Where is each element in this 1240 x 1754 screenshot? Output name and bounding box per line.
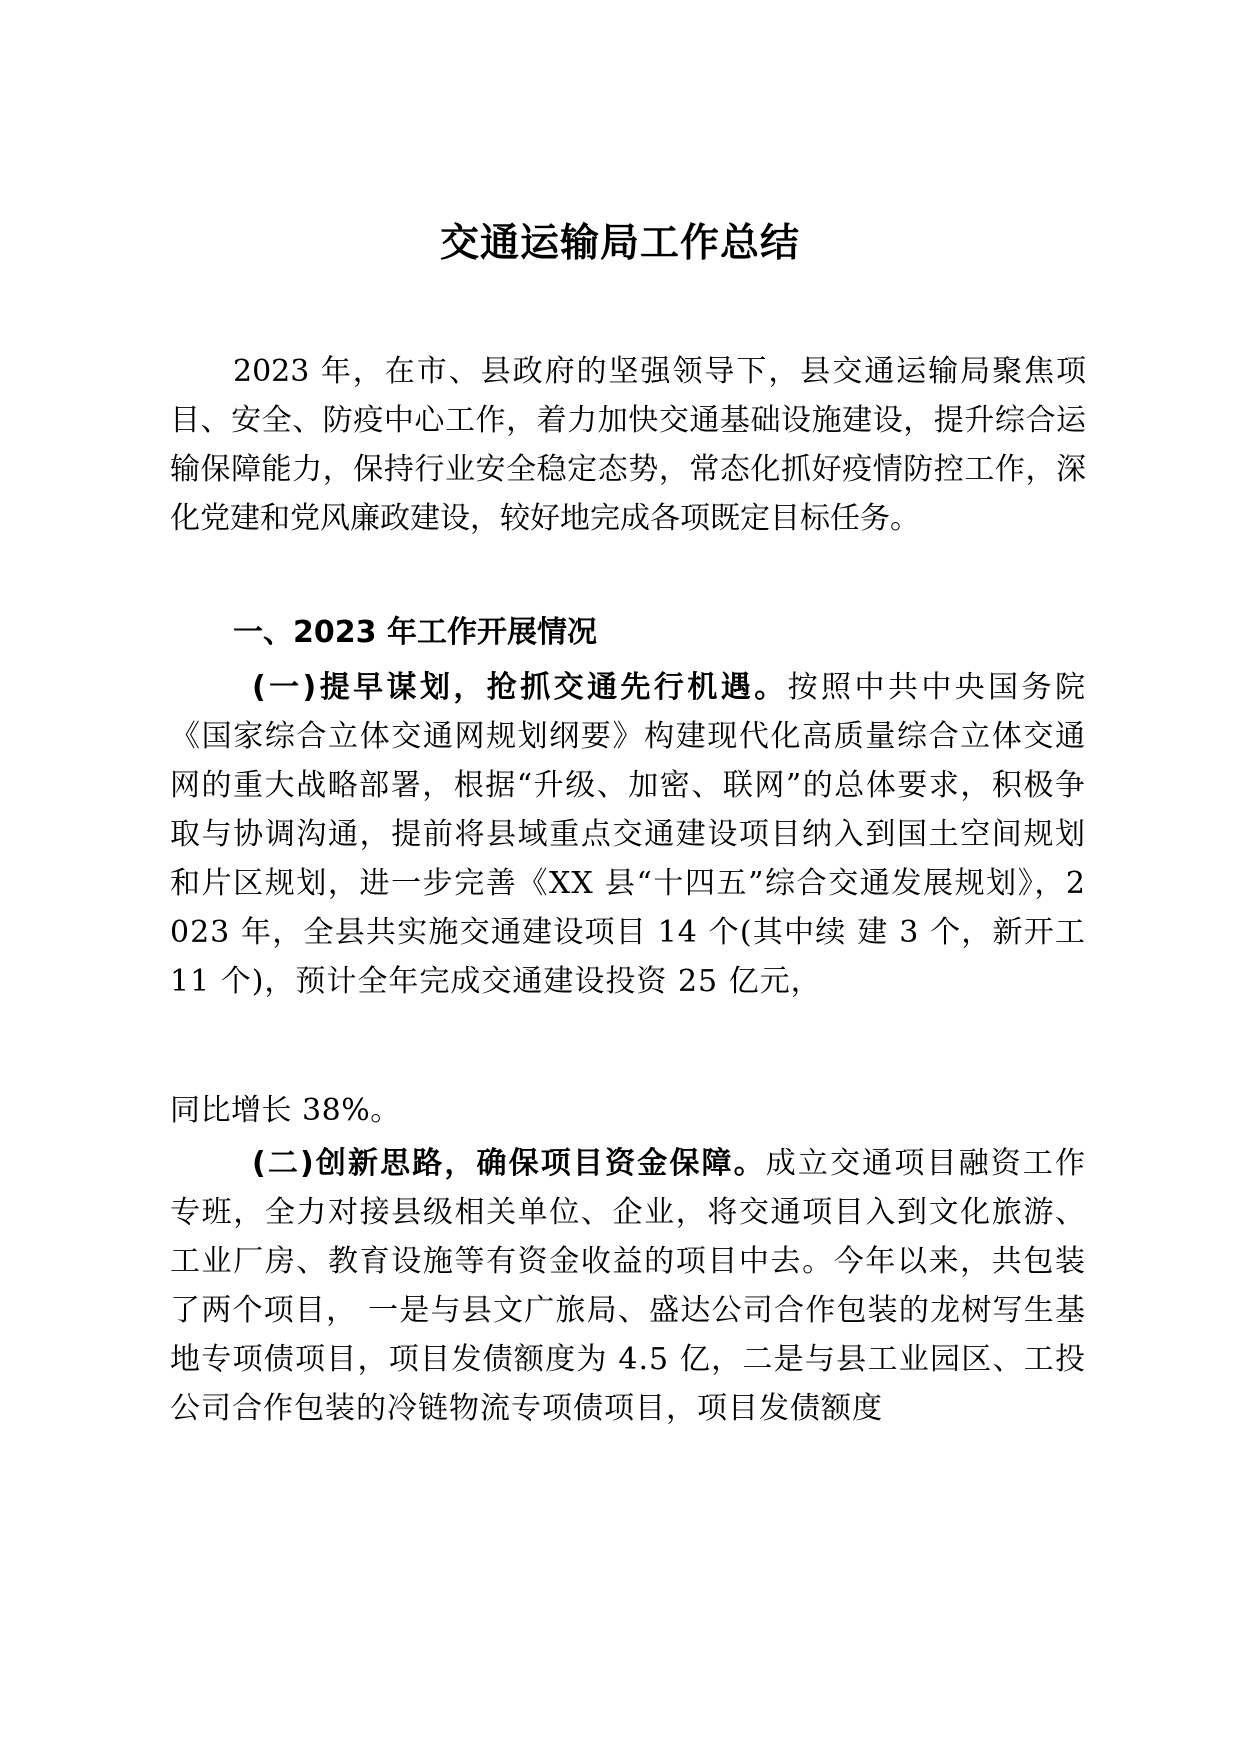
item-1-paragraph [170, 663, 1086, 1006]
item-2-body: 成立交通项目融资工作专班，全力对接县级相关单位、企业，将交通项目入到文化旅游、工业厂房、教育设施等有资金收益的项目中去。今年以来，共包装了两个项目， 一是与县文广旅局、盛达公司合作包装的龙树写生基地专项债项目，项目发债额度为 4.5 亿，二是与县工业园区、工投公司合作包装的冷链物流专项债项目，项目发债额度 [170, 1146, 1087, 1426]
item-2-lead: (二)创新思路，确保项目资金保障。 [252, 1146, 766, 1181]
item-1-tail: 同比增长 38%。 [170, 1093, 401, 1128]
document-title: 交通运输局工作总结 [439, 221, 800, 266]
item-1-lead: (一)提早谋划，抢抓交通先行机遇。 [252, 670, 788, 705]
item-1-body: 按照中共中央国务院《国家综合立体交通网规划纲要》构建现代化高质量综合立体交通网的重大战略部署，根据“升级、加密、联网”的总体要求，积极争取与协调沟通，提前将县域重点交通建设项目纳入到国土空间规划和片区规划，进一步完善《XX 县“十四五”综合交通发展规划》，2023 年，全县共实施交通建设项目 14 个(其中续 建 3 个，新开工 11 个)，预计全年完成交通建设投资 25 亿元， [170, 670, 1087, 999]
item-2-paragraph [170, 1139, 1086, 1433]
intro-paragraph: 2023 年，在市、县政府的坚强领导下，县交通运输局聚焦项目、安全、防疫中心工作，着力加快交通基础设施建设，提升综合运输保障能力，保持行业安全稳定态势，常态化抓好疫情防控工作，深化党建和党风廉政建设，较好地完成各项既定目标任务。 [170, 354, 1086, 536]
section-heading: 一、2023 年工作开展情况 [233, 615, 597, 650]
